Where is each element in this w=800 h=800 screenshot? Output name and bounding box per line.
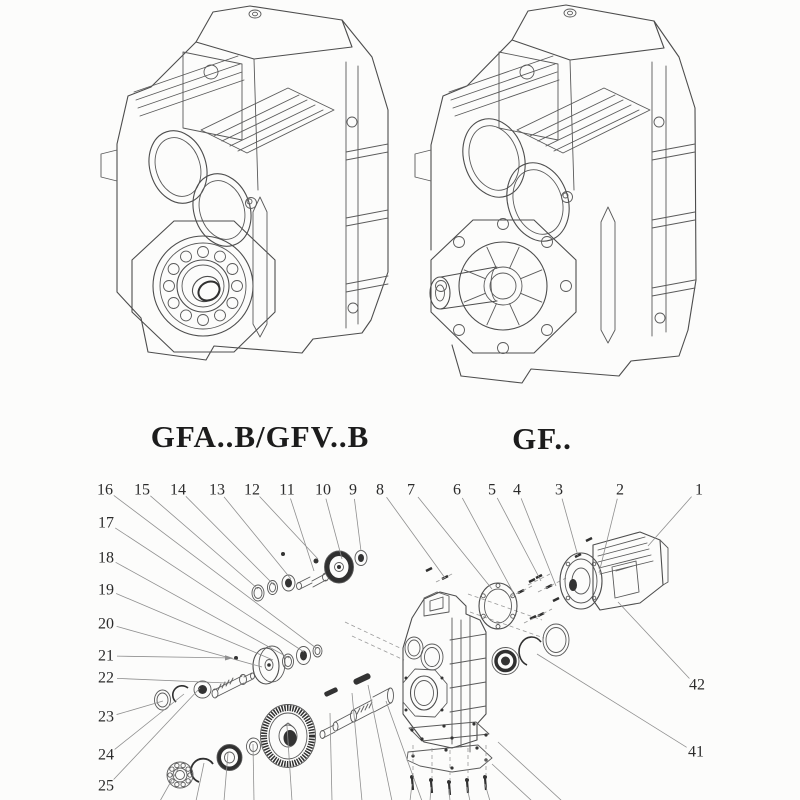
callout-9: 9 bbox=[349, 481, 357, 499]
motor-shaft bbox=[569, 579, 577, 591]
leader-6 bbox=[462, 498, 513, 592]
callout-8: 8 bbox=[376, 481, 384, 499]
callout-17: 17 bbox=[98, 514, 114, 532]
cooling-fins-upper bbox=[449, 56, 559, 116]
leader-12 bbox=[260, 497, 318, 559]
callout-16: 16 bbox=[97, 481, 113, 499]
gear-housing bbox=[403, 592, 486, 752]
leader-15 bbox=[150, 496, 258, 589]
output-flange-octagon bbox=[431, 220, 576, 353]
leader-21 bbox=[117, 656, 226, 658]
output-end-cap bbox=[436, 219, 572, 354]
leader-9 bbox=[354, 499, 361, 551]
leader-1 bbox=[648, 497, 692, 546]
callout-3: 3 bbox=[555, 481, 563, 499]
leader-cutoff-0 bbox=[160, 769, 178, 800]
callout-7: 7 bbox=[407, 481, 415, 499]
callout-18: 18 bbox=[98, 549, 114, 567]
leader-cutoff-10 bbox=[492, 764, 532, 800]
callout-15: 15 bbox=[134, 481, 150, 499]
callout-22: 22 bbox=[98, 669, 114, 687]
caption-gfab: GFA..B/GFV..B bbox=[150, 419, 370, 454]
circlip bbox=[191, 759, 213, 782]
callout-6: 6 bbox=[453, 481, 461, 499]
leader-arrowhead-21 bbox=[225, 655, 233, 660]
callout-4: 4 bbox=[513, 481, 521, 499]
input-bores bbox=[140, 123, 260, 254]
leader-41 bbox=[537, 654, 687, 747]
motor-flange bbox=[560, 553, 602, 609]
fastener-studs bbox=[426, 538, 592, 623]
circlip bbox=[173, 686, 188, 702]
leader-42 bbox=[618, 602, 689, 678]
leader-8 bbox=[387, 497, 445, 578]
motor-body bbox=[593, 532, 663, 610]
callout-21: 21 bbox=[98, 647, 114, 665]
leader-14 bbox=[186, 496, 274, 585]
callout-1: 1 bbox=[695, 481, 703, 499]
leader-2 bbox=[599, 499, 617, 573]
cooling-fins-upper bbox=[134, 56, 244, 116]
callout-10: 10 bbox=[315, 481, 331, 499]
second-stage-assembly bbox=[155, 645, 323, 710]
leader-cutoff-15 bbox=[485, 784, 490, 800]
leader-3 bbox=[562, 499, 578, 556]
leader-cutoff-12 bbox=[430, 787, 431, 800]
terminal-box bbox=[612, 561, 639, 598]
leader-11 bbox=[290, 499, 314, 571]
callout-2: 2 bbox=[616, 481, 624, 499]
leader-cutoff-11 bbox=[410, 784, 412, 800]
ball-bearing bbox=[167, 762, 193, 788]
cover-bolts bbox=[410, 745, 487, 795]
output-shaft bbox=[430, 267, 497, 309]
leader-22 bbox=[117, 678, 227, 683]
caption-gf: GF.. bbox=[512, 421, 572, 456]
callout-23: 23 bbox=[98, 708, 114, 726]
callout-11: 11 bbox=[279, 481, 295, 499]
leader-cutoff-3 bbox=[253, 744, 254, 800]
motor bbox=[560, 532, 668, 610]
leader-10 bbox=[326, 499, 342, 559]
leader-19 bbox=[116, 593, 273, 660]
callout-5: 5 bbox=[488, 481, 496, 499]
callout-13: 13 bbox=[209, 481, 225, 499]
oil-seal bbox=[217, 745, 242, 771]
leader-16 bbox=[114, 495, 316, 648]
snap-ring bbox=[519, 637, 541, 665]
shaft-key bbox=[324, 687, 339, 697]
leader-20 bbox=[117, 626, 262, 667]
figure-gfab-drawing bbox=[101, 6, 388, 360]
pinion-gear bbox=[325, 551, 354, 583]
second-stage-gear bbox=[253, 646, 285, 684]
leader-4 bbox=[521, 498, 556, 586]
leader-18 bbox=[116, 562, 289, 658]
callout-24: 24 bbox=[98, 746, 114, 764]
callout-41: 41 bbox=[688, 743, 704, 761]
leader-13 bbox=[224, 497, 291, 579]
leader-cutoff-6 bbox=[352, 693, 362, 800]
shaft-key bbox=[353, 672, 372, 685]
leader-5 bbox=[497, 498, 541, 581]
main-shaft bbox=[320, 672, 394, 738]
callout-19: 19 bbox=[98, 581, 114, 599]
exploded-view bbox=[97, 482, 705, 800]
callout-25: 25 bbox=[98, 777, 114, 795]
callout-12: 12 bbox=[244, 481, 260, 499]
callout-14: 14 bbox=[170, 481, 186, 499]
figure-gf-drawing bbox=[415, 5, 696, 383]
leader-23 bbox=[117, 701, 163, 715]
leader-7 bbox=[418, 497, 492, 589]
bottom-cover bbox=[407, 745, 492, 772]
callout-20: 20 bbox=[98, 615, 114, 633]
hollow-shaft-bearing bbox=[153, 236, 253, 336]
leader-cutoff-9 bbox=[498, 742, 562, 800]
callout-42: 42 bbox=[689, 676, 705, 694]
